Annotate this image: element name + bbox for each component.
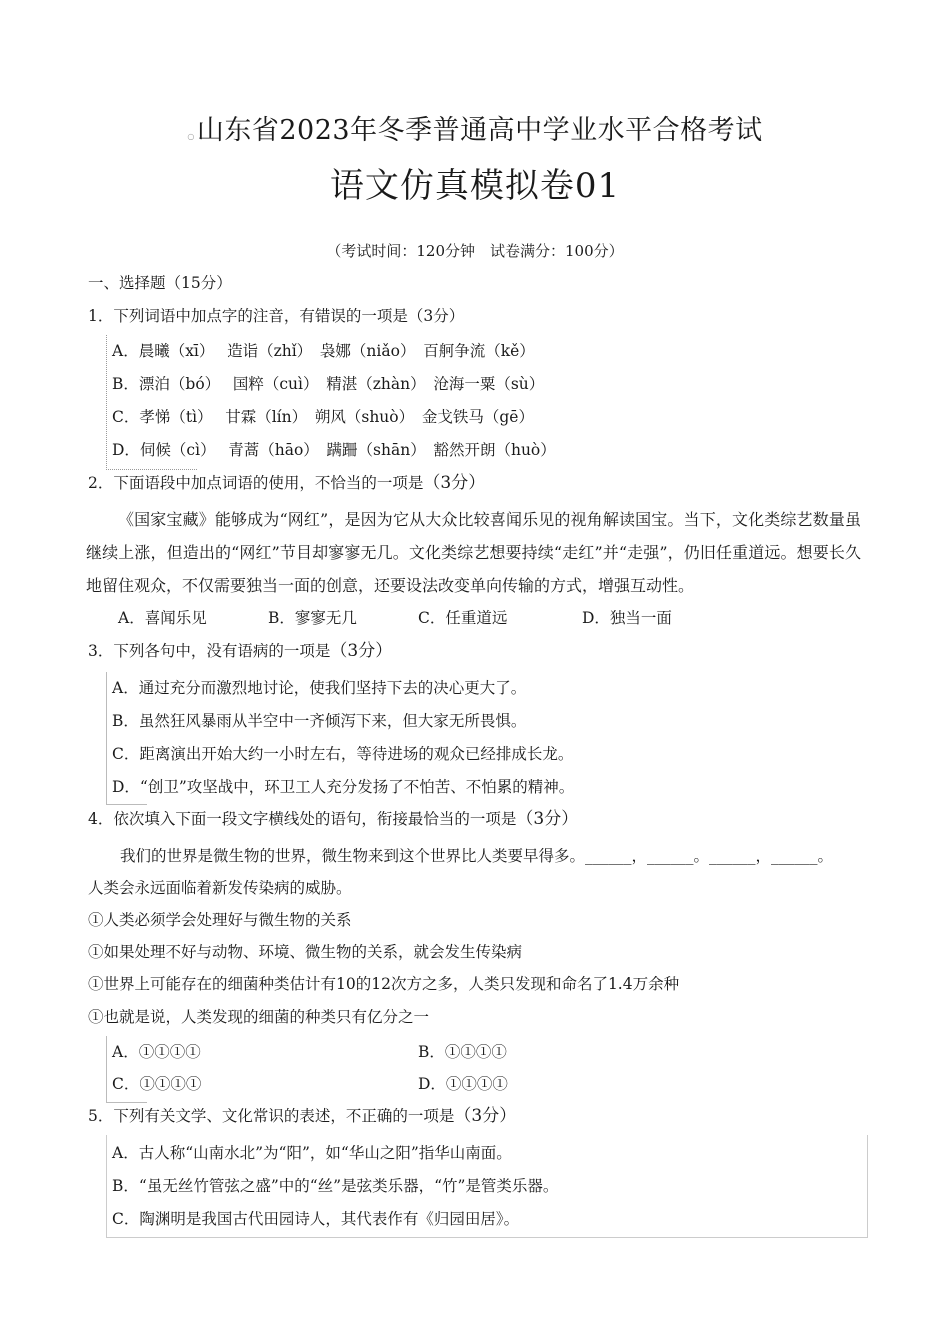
q3-option-b: B．虽然狂风暴雨从半空中一齐倾泻下来，但大家无所畏惧。 xyxy=(112,712,527,730)
exam-title xyxy=(0,108,950,147)
exam-meta: （考试时间：120分钟 试卷满分：100分） xyxy=(326,242,624,260)
q2-passage: 《国家宝藏》能够成为“网红”，是因为它从大众比较喜闻乐见的视角解读国宝。当下，文化类综艺数量虽继续上涨，但造出的“网红”节目却寥寥无几。文化类综艺想要持续“走红”并“走强”，仍旧任重道远。想要长久地留住观众，不仅需要独当一面的创意，还要设法改变单向传输的方式，增强互动性。 xyxy=(86,510,861,595)
q3-points: （3分） xyxy=(330,641,393,661)
q5-points: （3分） xyxy=(454,1106,517,1126)
q4-stem xyxy=(88,808,578,830)
q1-option-a: A．晨曦（xī） 造诣（zhǐ） 袅娜（niǎo） 百舸争流（kě） xyxy=(112,342,535,360)
q3-stem xyxy=(88,640,392,662)
q4-passage-line1: 我们的世界是微生物的世界，微生物来到这个世界比人类要早得多。______，______。______，______。 xyxy=(120,847,834,865)
q5-option-a: A．古人称“山南水北”为“阳”，如“华山之阳”指华山南面。 xyxy=(112,1144,512,1162)
q4-item-4: ①也就是说，人类发现的细菌的种类只有亿分之一 xyxy=(88,1008,430,1026)
q3-option-d: D．“创卫”攻坚战中，环卫工人充分发扬了不怕苦、不怕累的精神。 xyxy=(112,778,575,796)
q1-option-d: D．伺候（cì） 青蒿（hāo） 蹒跚（shān） 豁然开朗（huò） xyxy=(112,441,556,459)
q2-points: （3分） xyxy=(423,473,486,493)
q4-option-d: D．①①①① xyxy=(418,1075,508,1093)
q1-stem: 1．下列词语中加点字的注音，有错误的一项是（3分） xyxy=(88,307,465,325)
q1-option-b: B．漂泊（bó） 国粹（cuì） 精湛（zhàn） 沧海一粟（sù） xyxy=(112,375,545,393)
q5-stem-text: 5．下列有关文学、文化常识的表述，不正确的一项是 xyxy=(88,1107,455,1125)
q1-option-c: C．孝悌（tì） 甘霖（lín） 朔风（shuò） 金戈铁马（gē） xyxy=(112,408,534,426)
q4-item-2: ①如果处理不好与动物、环境、微生物的关系，就会发生传染病 xyxy=(88,943,523,961)
section-heading: 一、选择题（15分） xyxy=(88,274,232,292)
title-mark: ○ xyxy=(187,132,195,141)
q3-stem-text: 3．下列各句中，没有语病的一项是 xyxy=(88,642,331,660)
q2-option-d: D．独当一面 xyxy=(582,609,672,627)
q5-option-c: C．陶渊明是我国古代田园诗人，其代表作有《归园田居》。 xyxy=(112,1210,520,1228)
q4-item-1: ①人类必须学会处理好与微生物的关系 xyxy=(88,911,352,929)
q3-option-c: C．距离演出开始大约一小时左右，等待进场的观众已经排成长龙。 xyxy=(112,745,574,763)
q4-option-a: A．①①①① xyxy=(112,1043,201,1061)
exam-title-text: 山东省2023年冬季普通高中学业水平合格考试 xyxy=(196,115,763,146)
q2-option-b: B．寥寥无几 xyxy=(268,609,357,627)
q4-item-3: ①世界上可能存在的细菌种类估计有10的12次方之多，人类只发现和命名了1.4万余种 xyxy=(88,975,680,993)
q4-points: （3分） xyxy=(516,809,579,829)
q2-stem-text: 2．下面语段中加点词语的使用，不恰当的一项是 xyxy=(88,474,424,492)
q4-option-c: C．①①①① xyxy=(112,1075,202,1093)
q3-option-a: A．通过充分而激烈地讨论，使我们坚持下去的决心更大了。 xyxy=(112,679,527,697)
paper-title: 语文仿真模拟卷01 xyxy=(329,166,621,206)
q5-option-b: B．“虽无丝竹管弦之盛”中的“丝”是弦类乐器，“竹”是管类乐器。 xyxy=(112,1177,559,1195)
q2-option-c: C．任重道远 xyxy=(418,609,508,627)
q2-option-a: A．喜闻乐见 xyxy=(118,609,207,627)
q2-stem xyxy=(88,472,485,494)
q4-option-b: B．①①①① xyxy=(418,1043,507,1061)
q4-passage-line2: 人类会永远面临着新发传染病的威胁。 xyxy=(88,879,352,897)
q5-stem xyxy=(88,1105,516,1127)
q4-stem-text: 4．依次填入下面一段文字横线处的语句，衔接最恰当的一项是 xyxy=(88,810,517,828)
